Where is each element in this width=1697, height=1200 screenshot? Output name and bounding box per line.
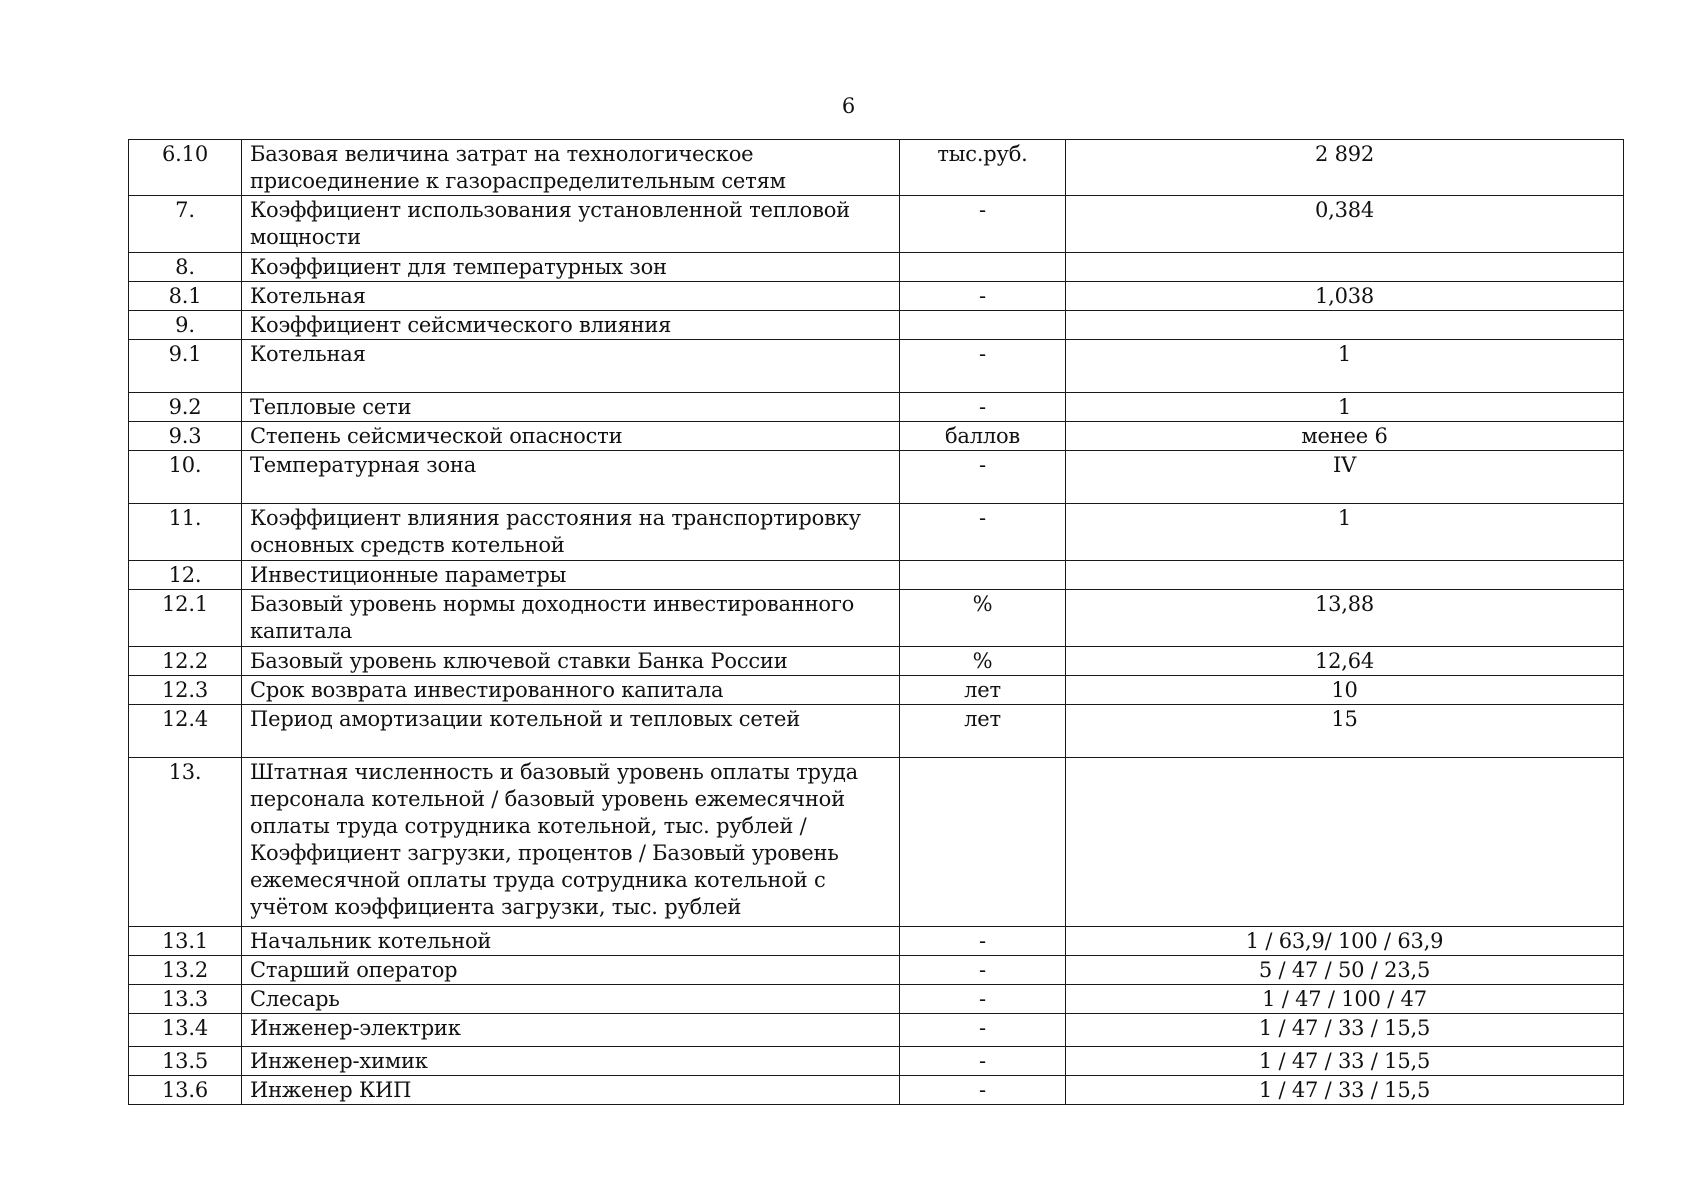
unit-cell: - [900, 196, 1066, 253]
row-number-cell: 8. [129, 253, 242, 282]
row-number-cell: 7. [129, 196, 242, 253]
unit-cell: лет [900, 705, 1066, 758]
parameter-name-cell: Инженер-химик [242, 1047, 900, 1076]
row-number-cell: 13.2 [129, 956, 242, 985]
parameter-name-cell: Коэффициент сейсмического влияния [242, 311, 900, 340]
table-row [129, 422, 1624, 451]
parameter-name-cell: Инженер-электрик [242, 1014, 900, 1047]
value-cell: 1 [1066, 340, 1624, 393]
row-number-cell: 12.1 [129, 590, 242, 647]
row-number-cell: 12.3 [129, 676, 242, 705]
unit-cell: % [900, 590, 1066, 647]
unit-cell: лет [900, 676, 1066, 705]
value-cell: IV [1066, 451, 1624, 504]
value-cell: 1,038 [1066, 282, 1624, 311]
table-row [129, 647, 1624, 676]
unit-cell: - [900, 340, 1066, 393]
row-number-cell: 6.10 [129, 140, 242, 196]
page-number: 6 [841, 94, 856, 118]
table-row [129, 1076, 1624, 1105]
parameters-table [128, 139, 1624, 1105]
value-cell: 1 [1066, 393, 1624, 422]
row-number-cell: 13.5 [129, 1047, 242, 1076]
unit-cell: - [900, 1014, 1066, 1047]
value-cell: 0,384 [1066, 196, 1624, 253]
unit-cell: - [900, 451, 1066, 504]
row-number-cell: 13. [129, 758, 242, 927]
parameter-name-cell: Коэффициент для температурных зон [242, 253, 900, 282]
unit-cell: - [900, 393, 1066, 422]
value-cell: 1 / 47 / 33 / 15,5 [1066, 1076, 1624, 1105]
table-row [129, 956, 1624, 985]
value-cell: 13,88 [1066, 590, 1624, 647]
row-number-cell: 9.2 [129, 393, 242, 422]
parameter-name-cell: Слесарь [242, 985, 900, 1014]
row-number-cell: 11. [129, 504, 242, 561]
value-cell: 2 892 [1066, 140, 1624, 196]
table-row [129, 676, 1624, 705]
table-row [129, 590, 1624, 647]
parameter-name-cell: Котельная [242, 282, 900, 311]
parameter-name-cell: Коэффициент использования установленной тепловой мощности [242, 196, 900, 253]
unit-cell [900, 253, 1066, 282]
parameter-name-cell: Старший оператор [242, 956, 900, 985]
value-cell: 12,64 [1066, 647, 1624, 676]
parameter-name-cell: Базовая величина затрат на технологическое присоединение к газораспределительным сетям [242, 140, 900, 196]
row-number-cell: 13.1 [129, 927, 242, 956]
row-number-cell: 12.4 [129, 705, 242, 758]
unit-cell [900, 758, 1066, 927]
table-row [129, 504, 1624, 561]
table-row [129, 196, 1624, 253]
table-row [129, 311, 1624, 340]
row-number-cell: 9.1 [129, 340, 242, 393]
unit-cell: - [900, 1076, 1066, 1105]
unit-cell: тыс.руб. [900, 140, 1066, 196]
unit-cell [900, 561, 1066, 590]
unit-cell: - [900, 985, 1066, 1014]
unit-cell: % [900, 647, 1066, 676]
unit-cell: - [900, 504, 1066, 561]
row-number-cell: 12. [129, 561, 242, 590]
row-number-cell: 9. [129, 311, 242, 340]
table-row [129, 340, 1624, 393]
row-number-cell: 13.4 [129, 1014, 242, 1047]
table-row [129, 985, 1624, 1014]
value-cell: 10 [1066, 676, 1624, 705]
row-number-cell: 8.1 [129, 282, 242, 311]
parameter-name-cell: Период амортизации котельной и тепловых сетей [242, 705, 900, 758]
table-body [129, 140, 1624, 1105]
value-cell: 1 / 47 / 33 / 15,5 [1066, 1014, 1624, 1047]
value-cell [1066, 758, 1624, 927]
row-number-cell: 13.3 [129, 985, 242, 1014]
table-row [129, 705, 1624, 758]
table-row [129, 1014, 1624, 1047]
table-row [129, 140, 1624, 196]
value-cell: 1 / 63,9/ 100 / 63,9 [1066, 927, 1624, 956]
value-cell [1066, 311, 1624, 340]
table-row [129, 253, 1624, 282]
row-number-cell: 10. [129, 451, 242, 504]
parameter-name-cell: Срок возврата инвестированного капитала [242, 676, 900, 705]
table-row [129, 393, 1624, 422]
value-cell: 15 [1066, 705, 1624, 758]
parameter-name-cell: Котельная [242, 340, 900, 393]
value-cell: 1 / 47 / 100 / 47 [1066, 985, 1624, 1014]
table-row [129, 758, 1624, 927]
value-cell: 1 [1066, 504, 1624, 561]
parameter-name-cell: Базовый уровень нормы доходности инвестированного капитала [242, 590, 900, 647]
parameter-name-cell: Коэффициент влияния расстояния на транспортировку основных средств котельной [242, 504, 900, 561]
value-cell: менее 6 [1066, 422, 1624, 451]
unit-cell: - [900, 282, 1066, 311]
table-row [129, 927, 1624, 956]
table-row [129, 1047, 1624, 1076]
parameter-name-cell: Степень сейсмической опасности [242, 422, 900, 451]
row-number-cell: 9.3 [129, 422, 242, 451]
parameter-name-cell: Штатная численность и базовый уровень оплаты труда персонала котельной / базовый уровень ежемесячной оплаты труда сотрудника котельной, тыс. рублей / Коэффициент загрузки, процентов / Базовый уровень ежемесячной оплаты труда сотрудника котельной с учётом коэффициента загрузки, тыс. рублей [242, 758, 900, 927]
table-row [129, 282, 1624, 311]
parameter-name-cell: Начальник котельной [242, 927, 900, 956]
value-cell [1066, 253, 1624, 282]
parameter-name-cell: Базовый уровень ключевой ставки Банка России [242, 647, 900, 676]
parameter-name-cell: Температурная зона [242, 451, 900, 504]
parameter-name-cell: Тепловые сети [242, 393, 900, 422]
row-number-cell: 12.2 [129, 647, 242, 676]
value-cell [1066, 561, 1624, 590]
unit-cell: - [900, 956, 1066, 985]
value-cell: 5 / 47 / 50 / 23,5 [1066, 956, 1624, 985]
unit-cell: баллов [900, 422, 1066, 451]
parameter-name-cell: Инвестиционные параметры [242, 561, 900, 590]
parameter-name-cell: Инженер КИП [242, 1076, 900, 1105]
table-row [129, 451, 1624, 504]
unit-cell: - [900, 927, 1066, 956]
row-number-cell: 13.6 [129, 1076, 242, 1105]
unit-cell [900, 311, 1066, 340]
value-cell: 1 / 47 / 33 / 15,5 [1066, 1047, 1624, 1076]
unit-cell: - [900, 1047, 1066, 1076]
table-row [129, 561, 1624, 590]
